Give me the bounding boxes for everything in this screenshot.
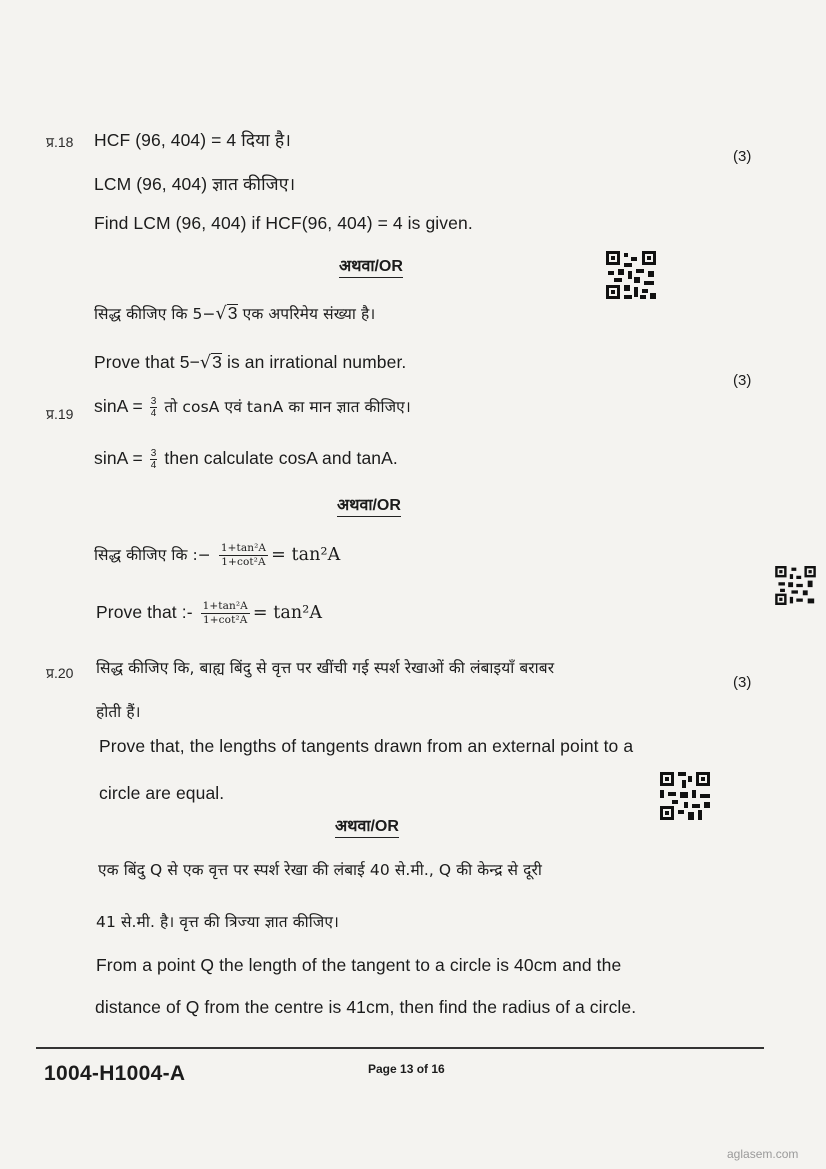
q20-alt-hindi1: एक बिंदु Q से एक वृत्त पर स्पर्श रेखा की लंबाई 40 से.मी., Q की केन्द्र से दूरी	[98, 861, 542, 879]
q20-number: प्र.20	[46, 665, 74, 681]
q19-marks: (3)	[733, 372, 752, 389]
watermark: aglasem.com	[727, 1147, 799, 1161]
q19-english-fraction: $\frac{3}{4}$	[150, 448, 157, 471]
q20-hindi-line2: होती हैं।	[96, 703, 141, 721]
q18-marks: (3)	[733, 148, 752, 165]
q19-or-label: अथवा/OR	[337, 493, 401, 517]
q18-alt-english-root: 3	[212, 352, 222, 372]
q20-alt-hindi2: 41 से.मी. है। वृत्त की त्रिज्या ज्ञात कीजिए।	[96, 913, 339, 931]
q19-alt-hindi-pre: सिद्ध कीजिए कि :−	[94, 546, 211, 565]
q18-alt-english-post: is an irrational number.	[222, 352, 407, 372]
q18-alt-english: Prove that 5−√3 is an irrational number.	[94, 352, 407, 373]
q19-hindi-pre: sinA =	[94, 396, 148, 416]
q19-alt-hindi-rhs: = tan²A	[271, 545, 341, 566]
q20-hindi-line1: सिद्ध कीजिए कि, बाह्य बिंदु से वृत्त पर खींची गई स्पर्श रेखाओं की लंबाइयाँ बराबर	[96, 659, 555, 677]
footer-rule	[36, 1047, 764, 1049]
q18-alt-english-pre: Prove that 5−	[94, 352, 200, 372]
q19-alt-english	[96, 600, 322, 627]
q18-alt-hindi: सिद्ध कीजिए कि 5−√3 एक अपरिमेय संख्या है।	[94, 303, 376, 324]
q20-english-line2: circle are equal.	[99, 783, 225, 803]
q20-alt-english2: distance of Q from the centre is 41cm, then find the radius of a circle.	[95, 997, 637, 1017]
q18-alt-hindi-root: 3	[227, 303, 238, 323]
qr-code-icon	[660, 772, 710, 820]
q20-alt-english1: From a point Q the length of the tangent to a circle is 40cm and the	[96, 955, 622, 975]
q19-alt-hindi-fraction: $\frac{\text{1+tan²A}}{\text{1+cot²A}}$	[220, 542, 267, 568]
q18-hindi-line1: HCF (96, 404) = 4 दिया है।	[94, 130, 292, 150]
q20-marks: (3)	[733, 674, 752, 691]
q18-or-label: अथवा/OR	[339, 254, 403, 278]
q19-alt-english-rhs: = tan²A	[252, 603, 323, 624]
q19-hindi-line	[94, 395, 411, 419]
q18-hindi-line2: LCM (96, 404) ज्ञात कीजिए।	[94, 174, 296, 194]
q20-or-label: अथवा/OR	[335, 814, 399, 838]
q20-english-line1: Prove that, the lengths of tangents drawn from an external point to a	[99, 736, 634, 756]
qr-code-icon	[775, 566, 816, 605]
q19-alt-hindi	[94, 542, 340, 569]
q18-number: प्र.18	[46, 134, 74, 150]
q19-alt-english-pre: Prove that :-	[96, 602, 193, 623]
q19-english-post: then calculate cosA and tanA.	[159, 448, 398, 469]
paper-code: 1004-H1004-A	[44, 1062, 186, 1085]
qr-code-icon	[606, 251, 656, 299]
q19-hindi-fraction: $\frac{3}{4}$	[150, 395, 157, 419]
q19-number: प्र.19	[46, 406, 74, 422]
q18-english-line: Find LCM (96, 404) if HCF(96, 404) = 4 is given.	[94, 213, 473, 233]
q19-alt-english-fraction: $\frac{\text{1+tan²A}}{\text{1+cot²A}}$	[202, 600, 248, 626]
page-number: Page 13 of 16	[368, 1062, 445, 1076]
q19-english-pre: sinA =	[94, 448, 148, 469]
q19-english-line	[94, 448, 398, 471]
q18-alt-hindi-post: एक अपरिमेय संख्या है।	[237, 305, 376, 323]
q19-hindi-post: तो cosA एवं tanA का मान ज्ञात कीजिए।	[159, 398, 411, 416]
q18-alt-hindi-pre: सिद्ध कीजिए कि 5−	[94, 305, 216, 323]
